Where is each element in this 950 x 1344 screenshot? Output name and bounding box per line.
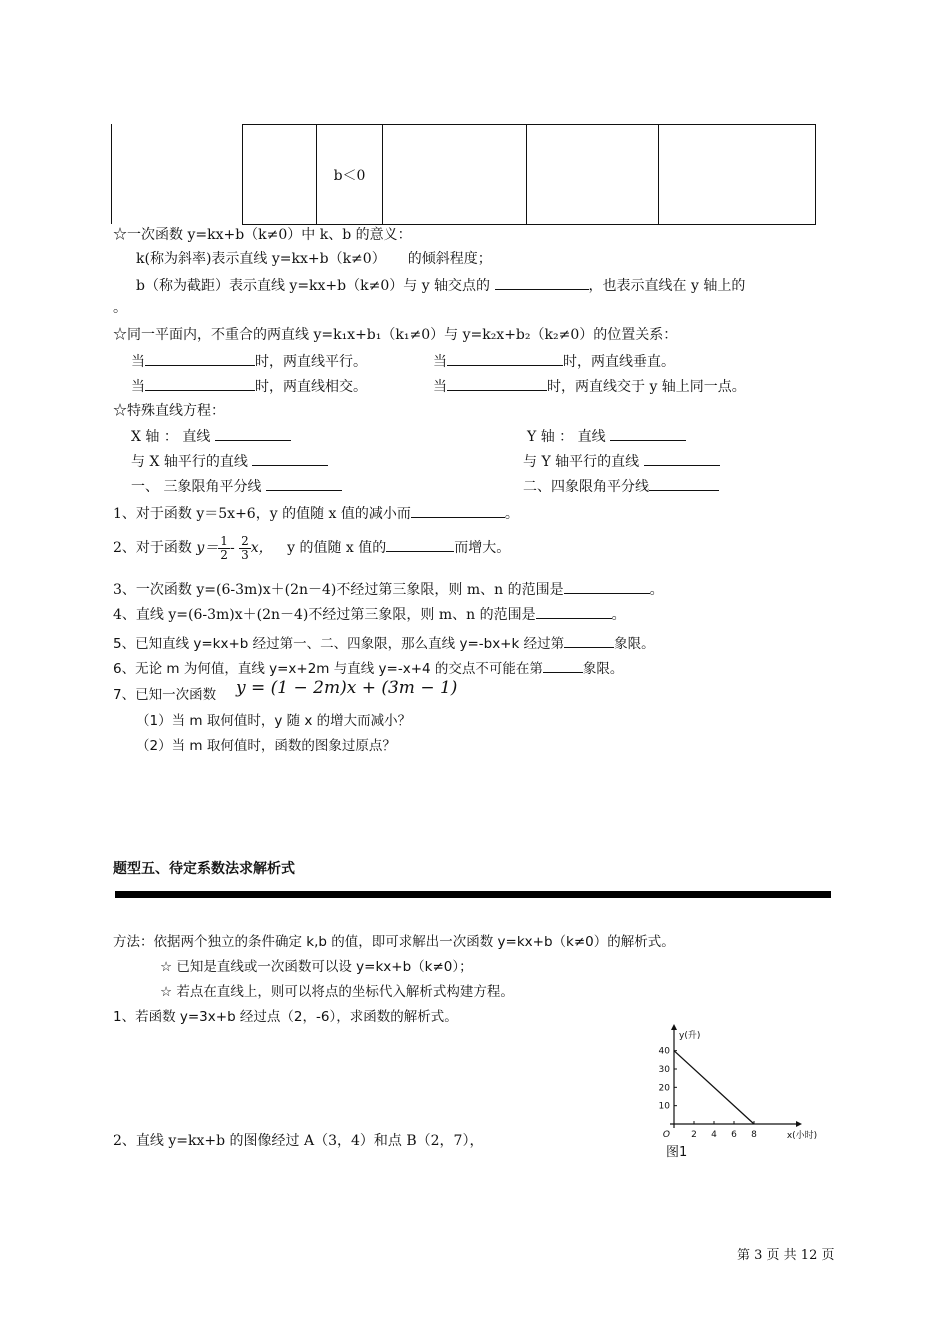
question-2: 2、直线 y=kx+b 的图像经过 A（3，4）和点 B（2，7）， [113, 1133, 484, 1149]
problem-6: 6、无论 m 为何值，直线 y=x+2m 与直线 y=-x+4 的交点不可能在第 象限。 [113, 658, 623, 678]
method-tip-2: ☆ 若点在直线上，则可以将点的坐标代入解析式构建方程。 [160, 984, 514, 1000]
x-axis-label: x(小时) [786, 1131, 818, 1141]
problem-7: 7、已知一次函数 [113, 687, 217, 703]
problem-2: 2、对于函数 y＝ $\frac{1}{2}$ - $\frac{2}{3}$ x， y 的值随 x 值的 而增大。 [113, 533, 511, 562]
problem-5: 5、已知直线 y=kx+b 经过第一、二、四象限，那么直线 y=-bx+k 经过第 象限。 [113, 633, 655, 653]
bisector-13: 一、 三象限角平分线 [131, 476, 342, 496]
method-text: 方法：依据两个独立的条件确定 k,b 的值，即可求解出一次函数 y=kx+b（k≠0）的解析式。 [113, 934, 675, 950]
cond-parallel: 当 时，两直线平行。 [131, 351, 367, 371]
y-axis-line: Y 轴 ： 直线 [527, 426, 686, 446]
table-row [243, 125, 816, 225]
table-cell [659, 125, 816, 225]
summary-table [242, 124, 816, 225]
b-meaning-end: 。 [113, 300, 127, 316]
parallel-x-line: 与 X 轴平行的直线 [131, 451, 328, 471]
question-1: 1、若函数 y=3x+b 经过点（2，-6），求函数的解析式。 [113, 1009, 458, 1025]
page-footer: 第 3 页 共 12 页 [737, 1248, 835, 1263]
left-margin-line [111, 124, 112, 224]
problem-4: 4、直线 y=(6-3m)x＋(2n－4)不经过第三象限，则 m、n 的范围是 。 [113, 604, 626, 624]
problem-7-formula: y = (1 − 2m)x + (3m − 1) [236, 678, 458, 698]
x-tick-label: 6 [731, 1130, 737, 1140]
table-cell [527, 125, 659, 225]
parallel-y-line: 与 Y 轴平行的直线 [523, 451, 720, 471]
problem-1: 1、对于函数 y＝5x+6，y 的值随 x 值的减小而 。 [113, 503, 519, 523]
problem-7-part-1: （1）当 m 取何值时，y 随 x 的增大而减小？ [136, 713, 412, 729]
y-axis-label: y(升) [679, 1031, 701, 1041]
section-heading: 题型五、待定系数法求解析式 [113, 861, 295, 877]
origin-label: O [662, 1130, 670, 1140]
x-tick-label: 8 [751, 1130, 757, 1140]
x-tick-label: 2 [691, 1130, 697, 1140]
x-axis-arrow [796, 1121, 802, 1127]
problem-3: 3、一次函数 y=(6-3m)x＋(2n－4)不经过第三象限，则 m、n 的范围是 。 [113, 579, 664, 599]
figure-1-chart [650, 1022, 818, 1162]
x-tick-label: 4 [711, 1130, 717, 1140]
position-title: ☆同一平面内，不重合的两直线 y=k₁x+b₁（k₁≠0）与 y=k₂x+b₂（k₂≠0）的位置关系： [113, 327, 678, 343]
fraction-two-thirds: $\frac{2}{3}$ [241, 533, 249, 562]
y-tick-label: 40 [658, 1046, 670, 1057]
x-axis-line: X 轴 ： 直线 [131, 426, 291, 446]
table-cell-b: b＜0 [317, 125, 383, 225]
y-tick-label: 20 [658, 1083, 670, 1094]
figure-caption: 图1 [666, 1145, 688, 1160]
y-tick-label: 30 [658, 1065, 670, 1075]
cond-same-point: 当 时，两直线交于 y 轴上同一点。 [433, 376, 746, 396]
special-title: ☆特殊直线方程： [113, 403, 225, 419]
bisector-24: 二、四象限角平分线 [523, 476, 719, 496]
method-tip-1: ☆ 已知是直线或一次函数可以设 y=kx+b（k≠0）； [160, 959, 473, 975]
k-meaning: k(称为斜率)表示直线 y=kx+b（k≠0） 的倾斜程度； [136, 251, 492, 267]
cond-perpendicular: 当 时，两直线垂直。 [433, 351, 675, 371]
cond-intersect: 当 时，两直线相交。 [131, 376, 367, 396]
table-cell [243, 125, 317, 225]
section-divider [115, 891, 831, 898]
fraction-half: $\frac{1}{2}$ [220, 533, 228, 562]
series-line [674, 1051, 754, 1124]
table-cell [383, 125, 527, 225]
problem-7-part-2: （2）当 m 取何值时，函数的图象过原点？ [136, 738, 396, 754]
b-meaning: b（称为截距）表示直线 y=kx+b（k≠0）与 y 轴交点的 ，也表示直线在 y 轴上的 [136, 275, 745, 295]
meaning-title: ☆一次函数 y=kx+b（k≠0）中 k、b 的意义： [113, 227, 412, 243]
y-axis-arrow [671, 1024, 677, 1030]
y-tick-label: 10 [658, 1101, 670, 1112]
